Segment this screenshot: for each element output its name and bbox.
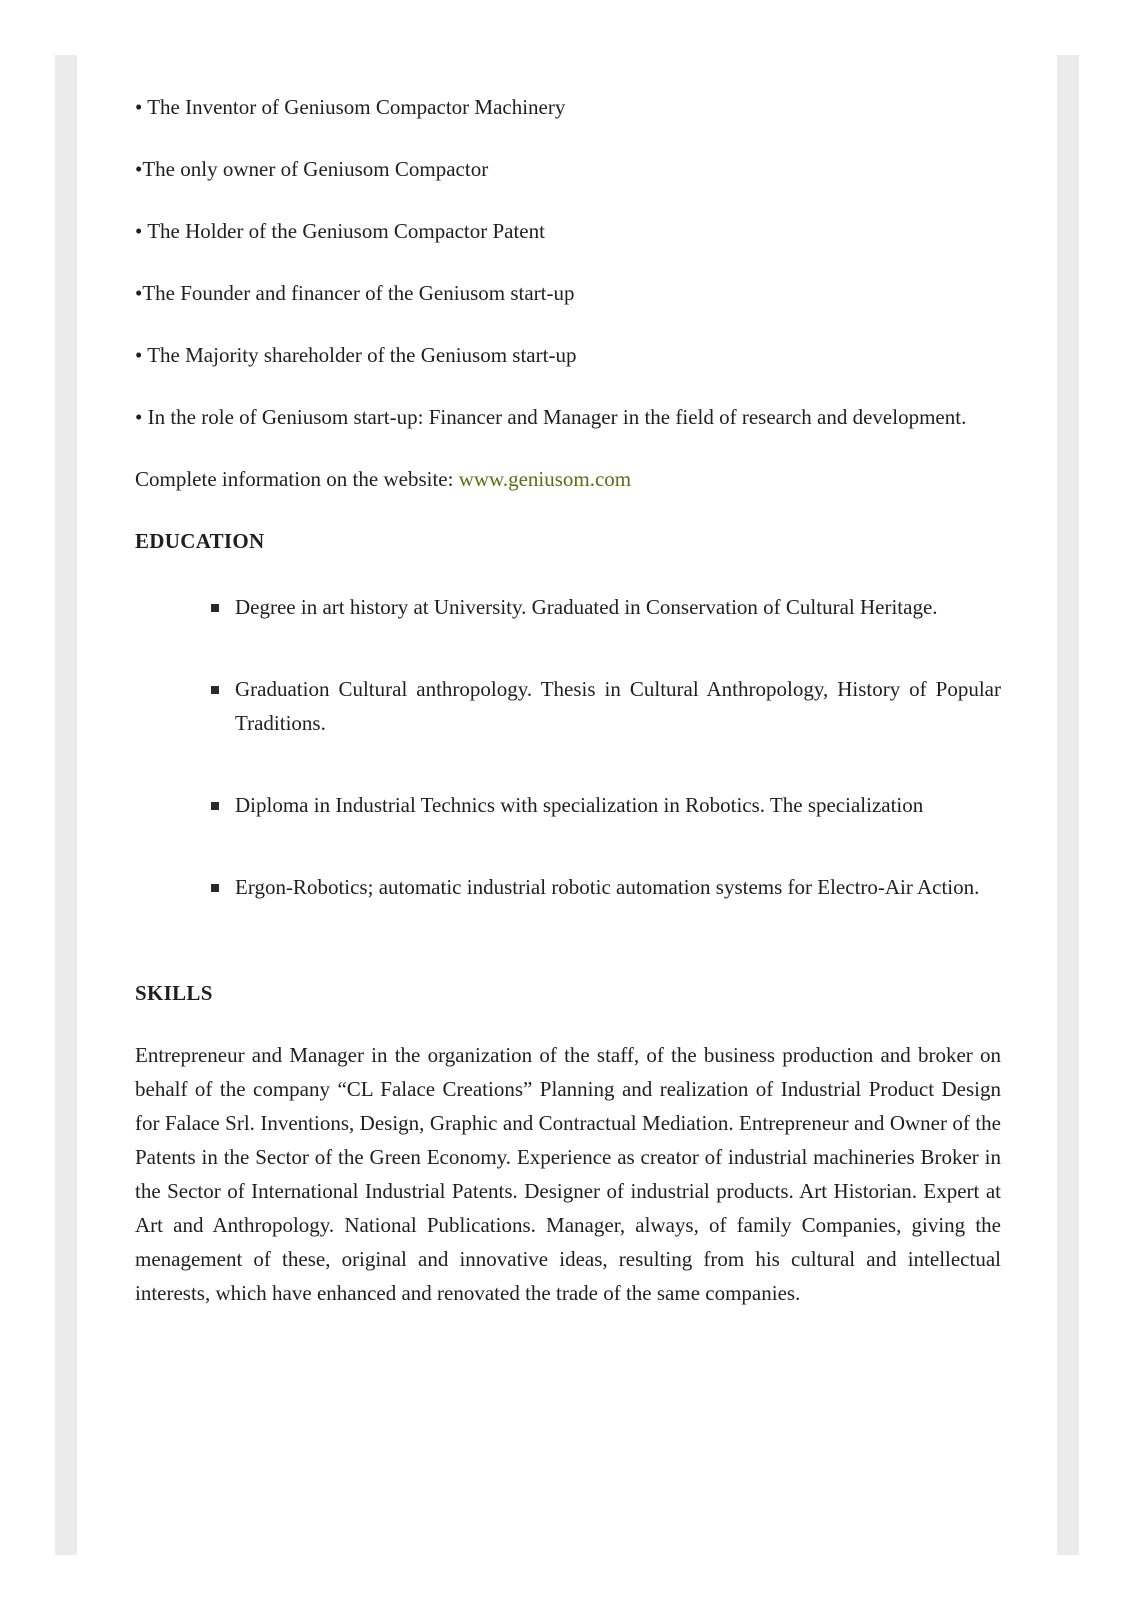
education-list — [135, 590, 1001, 904]
intro-bullet: • The Majority shareholder of the Geniusom start-up — [135, 343, 577, 367]
square-bullet-icon — [211, 802, 219, 810]
education-item-text: Diploma in Industrial Technics with specialization in Robotics. The specialization — [235, 793, 924, 817]
intro-bullet: • In the role of Geniusom start-up: Financer and Manager in the field of research and development. — [135, 405, 967, 429]
page-left-margin-bar — [55, 55, 77, 1555]
intro-bullet: • The Holder of the Geniusom Compactor Patent — [135, 219, 545, 243]
page-right-margin-bar — [1057, 55, 1079, 1555]
document-content — [135, 90, 1001, 1310]
intro-bullet: •The only owner of Geniusom Compactor — [135, 157, 489, 181]
skills-paragraph: Entrepreneur and Manager in the organization of the staff, of the business production and broker on behalf of the company “CL Falace Creations” Planning and realization of Industrial Product Design for Falace Srl. Inventions, Design, Graphic and Contractual Mediation. Entrepreneur and Owner of the Patents in the Sector of the Green Economy. Experience as creator of industrial machineries Broker in the Sector of International Industrial Patents. Designer of industrial products. Art Historian. Expert at Art and Anthropology. National Publications. Manager, always, of family Companies, giving the menagement of these, original and innovative ideas, resulting from his cultural and intellectual interests, which have enhanced and renovated the trade of the same companies. — [135, 1043, 1001, 1305]
website-link[interactable]: www.geniusom.com — [458, 467, 632, 491]
square-bullet-icon — [211, 686, 219, 694]
education-item — [235, 870, 1001, 904]
website-line — [135, 462, 1001, 496]
intro-bullet-list — [135, 90, 1001, 434]
square-bullet-icon — [211, 604, 219, 612]
intro-bullet: • The Inventor of Geniusom Compactor Machinery — [135, 95, 566, 119]
education-item — [235, 672, 1001, 740]
intro-bullet: •The Founder and financer of the Geniusom start-up — [135, 281, 575, 305]
education-item-text: Ergon-Robotics; automatic industrial robotic automation systems for Electro-Air Action. — [235, 875, 980, 899]
education-item — [235, 788, 1001, 822]
square-bullet-icon — [211, 884, 219, 892]
education-item-text: Graduation Cultural anthropology. Thesis in Cultural Anthropology, History of Popular Traditions. — [235, 677, 1001, 735]
skills-heading: SKILLS — [135, 981, 213, 1005]
education-heading: EDUCATION — [135, 529, 265, 553]
education-item — [235, 590, 1001, 624]
education-item-text: Degree in art history at University. Graduated in Conservation of Cultural Heritage. — [235, 595, 938, 619]
website-prefix: Complete information on the website: — [135, 467, 459, 491]
